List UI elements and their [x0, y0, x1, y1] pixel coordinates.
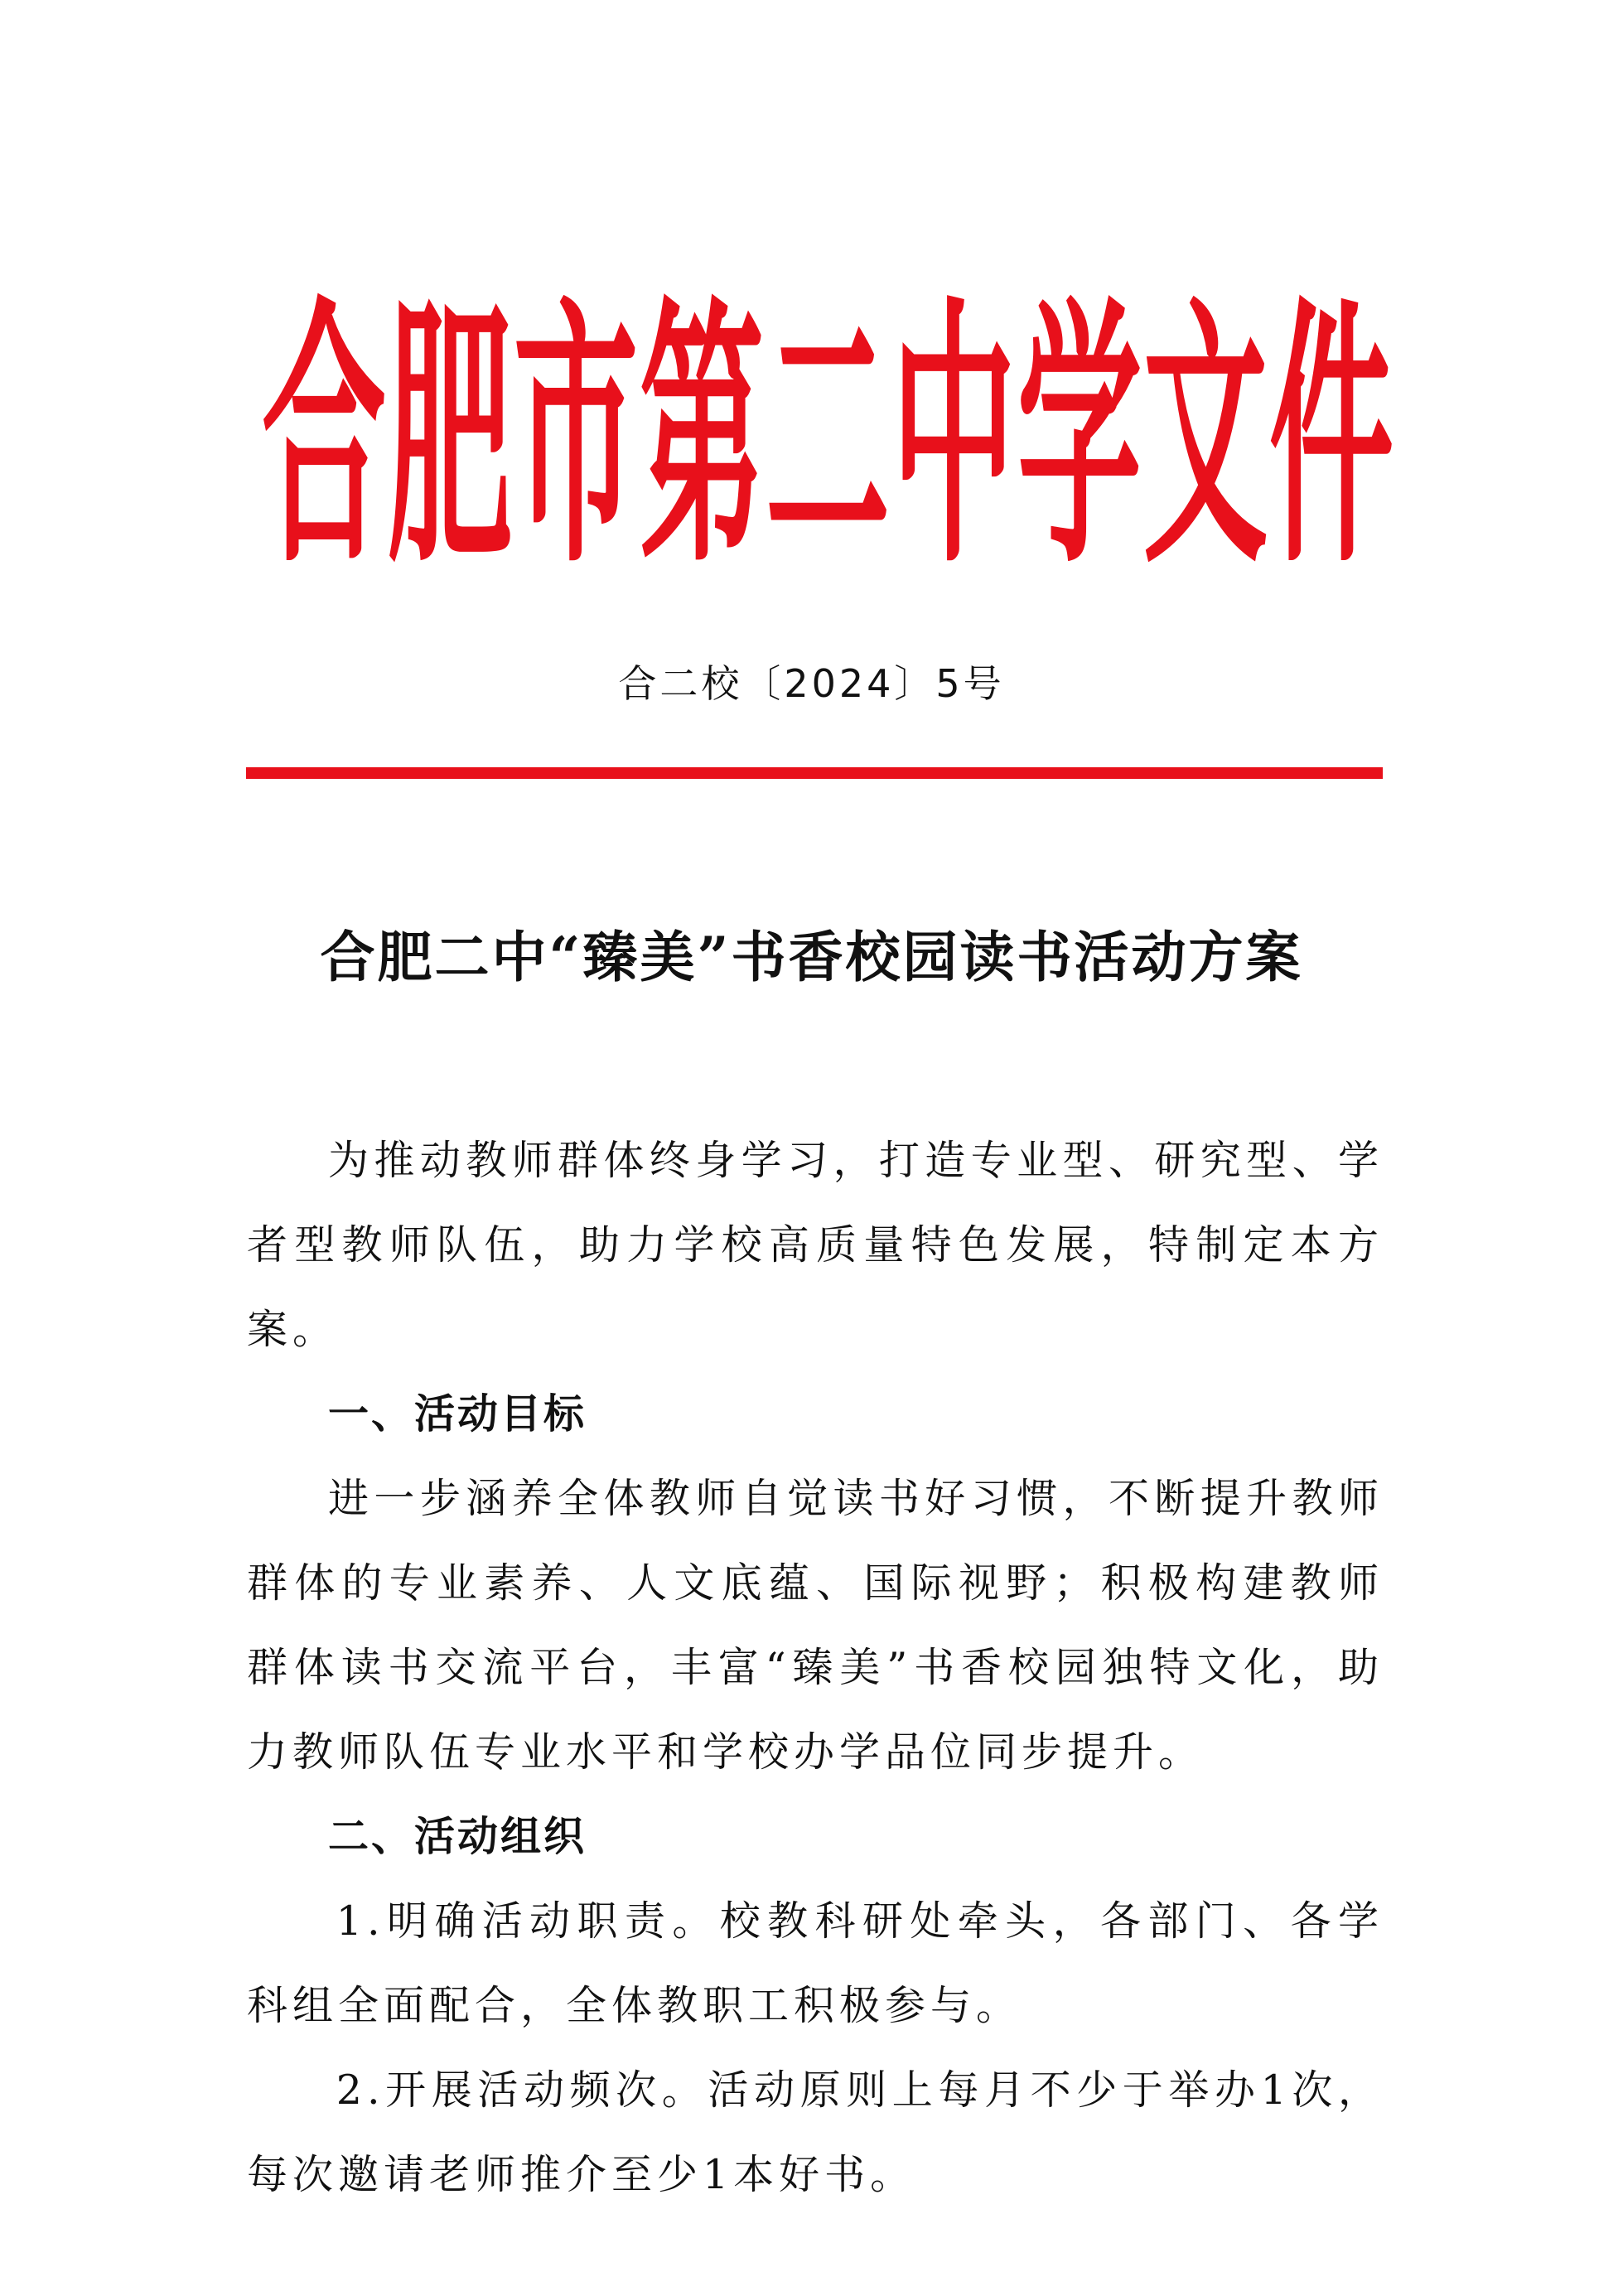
- intro-paragraph: 为推动教师群体终身学习，打造专业型、研究型、学者型教师队伍，助力学校高质量特色发展，特制定本方案。: [247, 1137, 1384, 1353]
- organization-item-2: 2.开展活动频次。活动原则上每月不少于举办1次，每次邀请老师推介至少1本好书。: [247, 2066, 1384, 2198]
- document-number: 合二校〔2024〕5号: [618, 661, 1005, 706]
- section-heading-organization: 二、活动组织: [328, 1813, 587, 1860]
- organization-item-1: 1.明确活动职责。校教科研处牵头，各部门、各学科组全面配合，全体教职工积极参与。: [247, 1897, 1384, 2029]
- masthead-title: 合肥市第二中学文件: [261, 277, 1395, 602]
- red-divider-line: [246, 767, 1383, 779]
- goals-paragraph: 进一步涵养全体教师自觉读书好习惯，不断提升教师群体的专业素养、人文底蕴、国际视野；积极构建教师群体读书交流平台，丰富“臻美”书香校园独特文化，助力教师队伍专业水平和学校办学品位同步提升。: [247, 1475, 1384, 1776]
- document-body: [247, 1119, 1384, 2217]
- section-heading-goals: 一、活动目标: [328, 1390, 587, 1438]
- document-title: 合肥二中“臻美”书香校园读书活动方案: [320, 925, 1303, 989]
